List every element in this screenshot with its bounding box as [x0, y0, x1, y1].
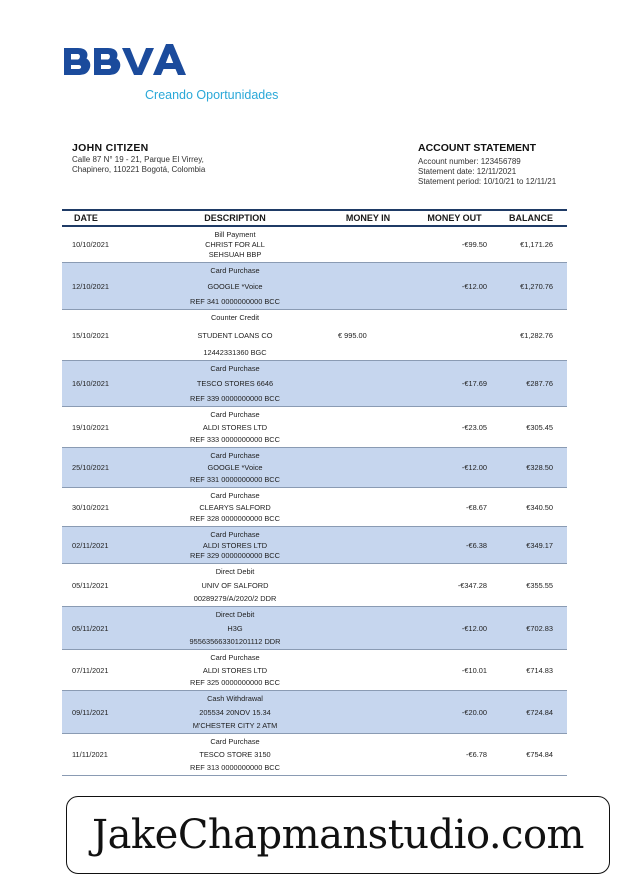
row-balance: €1,282.76 [495, 310, 567, 361]
row-description [148, 263, 322, 310]
table-row [62, 407, 567, 448]
account-number: Account number: 123456789 [418, 157, 521, 166]
header-money-in: MONEY IN [322, 210, 414, 226]
row-description [148, 564, 322, 607]
row-description-line: Direct Debit [215, 610, 255, 619]
row-money-out: -€8.67 [414, 488, 495, 527]
row-description-line: Cash Withdrawal [207, 694, 263, 703]
row-description-line: Card Purchase [210, 737, 260, 746]
row-date: 05/11/2021 [62, 607, 148, 650]
customer-block [72, 142, 205, 175]
row-money-out: -€20.00 [414, 691, 495, 734]
row-description-line: REF 329 0000000000 BCC [190, 551, 280, 560]
row-description-line: REF 341 0000000000 BCC [190, 297, 280, 306]
row-description [148, 448, 322, 488]
row-money-in: € 995.00 [322, 310, 414, 361]
transactions-body [62, 226, 567, 776]
row-money-in [322, 564, 414, 607]
row-description [148, 691, 322, 734]
watermark-text: JakeChapmanstudio.com [92, 812, 584, 858]
row-money-out: -€6.38 [414, 527, 495, 564]
customer-address-line1: Calle 87 N° 19 - 21, Parque El Virrey, [72, 155, 204, 164]
bbva-logo-icon [62, 40, 186, 86]
row-date: 11/11/2021 [62, 734, 148, 776]
row-description-line: TESCO STORE 3150 [199, 750, 271, 759]
row-description [148, 527, 322, 564]
row-description-line: Direct Debit [215, 567, 255, 576]
row-description-line: REF 325 0000000000 BCC [190, 678, 280, 687]
row-date: 19/10/2021 [62, 407, 148, 448]
row-description-line: Counter Credit [210, 313, 260, 322]
bank-tagline: Creando Oportunidades [145, 88, 279, 102]
statement-heading: ACCOUNT STATEMENT [418, 142, 537, 154]
row-description [148, 226, 322, 263]
row-description-line: REF 313 0000000000 BCC [190, 763, 280, 772]
table-row [62, 734, 567, 776]
row-money-out: -€12.00 [414, 448, 495, 488]
row-description-line: REF 339 0000000000 BCC [190, 394, 280, 403]
row-money-in [322, 361, 414, 407]
row-balance: €1,270.76 [495, 263, 567, 310]
table-row [62, 607, 567, 650]
statement-info [418, 142, 556, 187]
row-description-line: M'CHESTER CITY 2 ATM [192, 721, 278, 730]
row-description-line: Card Purchase [210, 266, 260, 275]
row-balance: €702.83 [495, 607, 567, 650]
row-balance: €754.84 [495, 734, 567, 776]
row-description-line: Card Purchase [210, 530, 260, 539]
row-description-line: ALDI STORES LTD [202, 540, 268, 550]
row-date: 25/10/2021 [62, 448, 148, 488]
row-description-line: Card Purchase [210, 364, 260, 373]
row-description-line: ALDI STORES LTD [202, 665, 268, 675]
row-description [148, 650, 322, 691]
table-header-row [62, 210, 567, 226]
row-balance: €287.76 [495, 361, 567, 407]
table-row [62, 691, 567, 734]
row-description-line: 955635663301201112 DDR [189, 637, 281, 646]
row-money-out: -€347.28 [414, 564, 495, 607]
row-description [148, 407, 322, 448]
row-money-in [322, 488, 414, 527]
row-money-in [322, 734, 414, 776]
row-money-in [322, 607, 414, 650]
row-description-line: ALDI STORES LTD [202, 422, 268, 432]
row-money-in [322, 691, 414, 734]
row-money-out: -€12.00 [414, 263, 495, 310]
row-description-line: TESCO STORES 6646 [196, 379, 274, 388]
table-row [62, 488, 567, 527]
row-money-out: -€17.69 [414, 361, 495, 407]
row-description-line: SEHSUAH BBP [208, 250, 262, 259]
row-description-line: REF 333 0000000000 BCC [190, 435, 280, 444]
table-row [62, 310, 567, 361]
row-date: 15/10/2021 [62, 310, 148, 361]
table-row [62, 361, 567, 407]
row-description-line: UNIV OF SALFORD [201, 580, 269, 590]
row-date: 12/10/2021 [62, 263, 148, 310]
row-balance: €305.45 [495, 407, 567, 448]
watermark-box [66, 796, 610, 874]
row-description-line: CLEARYS SALFORD [199, 502, 271, 512]
statement-period: Statement period: 10/10/21 to 12/11/21 [418, 177, 557, 186]
row-description-line: CHRIST FOR ALL [205, 240, 265, 249]
row-description-line: GOOGLE *Voice [207, 281, 263, 291]
row-balance: €355.55 [495, 564, 567, 607]
row-money-out: -€10.01 [414, 650, 495, 691]
bank-logo [62, 40, 186, 86]
row-money-in [322, 448, 414, 488]
row-description-line: H3G [227, 623, 243, 633]
row-money-out: -€12.00 [414, 607, 495, 650]
row-money-in [322, 226, 414, 263]
row-date: 09/11/2021 [62, 691, 148, 734]
header-money-out: MONEY OUT [414, 210, 495, 226]
row-date: 05/11/2021 [62, 564, 148, 607]
table-row [62, 448, 567, 488]
row-date: 30/10/2021 [62, 488, 148, 527]
row-money-out: -€99.50 [414, 226, 495, 263]
row-date: 16/10/2021 [62, 361, 148, 407]
row-balance: €340.50 [495, 488, 567, 527]
row-description [148, 488, 322, 527]
row-description-line: STUDENT LOANS CO [197, 330, 273, 340]
statement-date: Statement date: 12/11/2021 [418, 167, 517, 176]
row-date: 02/11/2021 [62, 527, 148, 564]
row-money-in [322, 263, 414, 310]
row-description-line: 205534 20NOV 15.34 [199, 707, 271, 717]
row-description-line: REF 328 0000000000 BCC [190, 514, 280, 523]
row-description-line: Card Purchase [210, 653, 260, 662]
row-money-in [322, 407, 414, 448]
row-description [148, 734, 322, 776]
row-description-line: Card Purchase [210, 410, 260, 419]
row-balance: €328.50 [495, 448, 567, 488]
row-description-line: Card Purchase [210, 451, 260, 460]
row-description [148, 607, 322, 650]
row-balance: €1,171.26 [495, 226, 567, 263]
customer-address-line2: Chapinero, 110221 Bogotá, Colombia [72, 165, 206, 174]
row-description-line: Card Purchase [210, 491, 260, 500]
transactions-table [62, 209, 567, 776]
row-money-in [322, 527, 414, 564]
header-description: DESCRIPTION [148, 210, 322, 226]
row-date: 07/11/2021 [62, 650, 148, 691]
table-row [62, 564, 567, 607]
table-row [62, 263, 567, 310]
row-balance: €724.84 [495, 691, 567, 734]
row-date: 10/10/2021 [62, 226, 148, 263]
row-description [148, 310, 322, 361]
row-balance: €714.83 [495, 650, 567, 691]
row-balance: €349.17 [495, 527, 567, 564]
row-description-line: 12442331360 BGC [203, 348, 267, 357]
row-description-line: GOOGLE *Voice [207, 463, 263, 472]
row-money-out [414, 310, 495, 361]
header-date: DATE [62, 210, 148, 226]
row-description-line: Bill Payment [214, 230, 256, 239]
table-row [62, 226, 567, 263]
header-balance: BALANCE [495, 210, 567, 226]
row-description [148, 361, 322, 407]
row-description-line: REF 331 0000000000 BCC [190, 475, 280, 484]
customer-name: JOHN CITIZEN [72, 142, 149, 154]
row-money-out: -€23.05 [414, 407, 495, 448]
table-row [62, 527, 567, 564]
row-money-in [322, 650, 414, 691]
row-description-line: 00289279/A/2020/2 DDR [193, 594, 277, 603]
table-row [62, 650, 567, 691]
row-money-out: -€6.78 [414, 734, 495, 776]
